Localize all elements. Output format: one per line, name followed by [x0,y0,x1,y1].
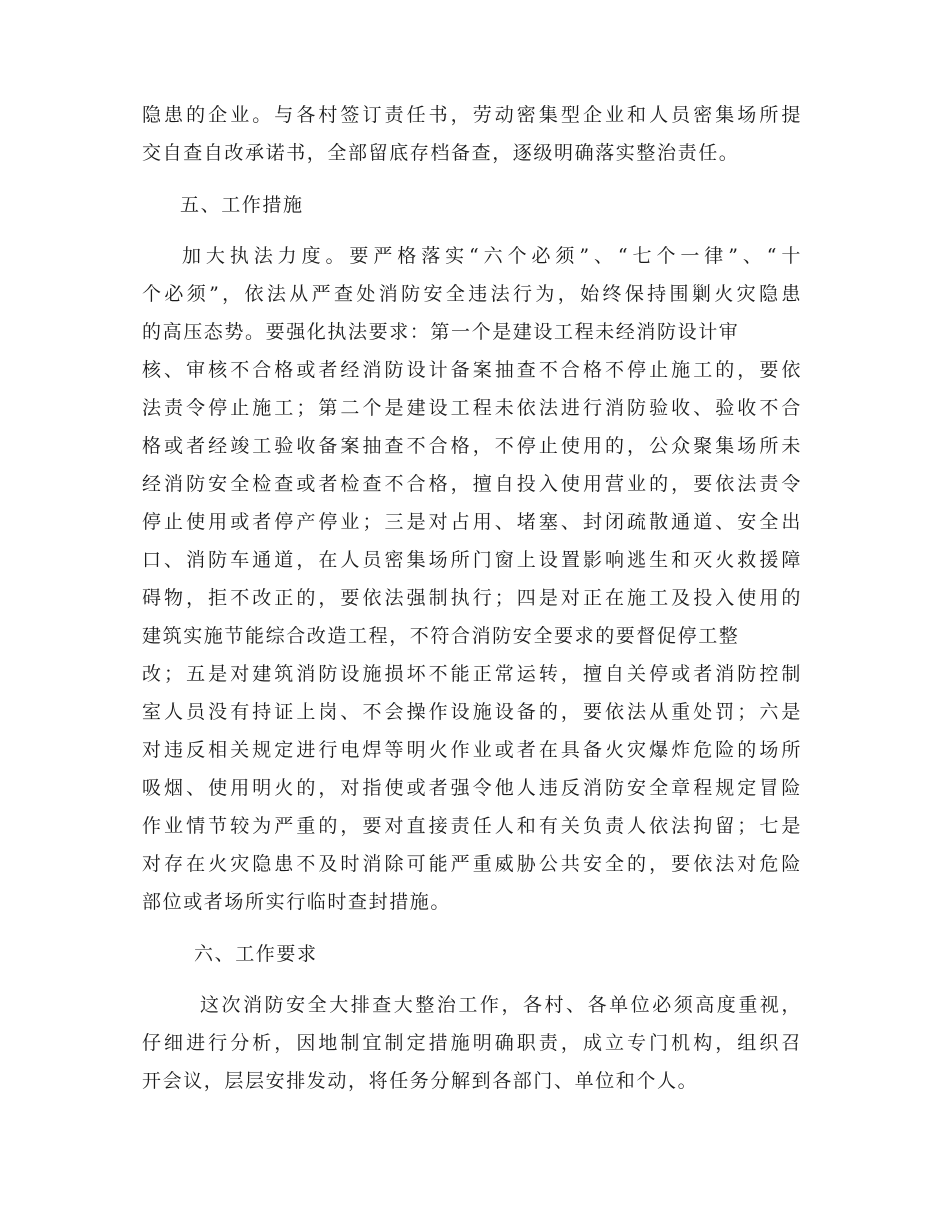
paragraph-line: 口、消防车通道，在人员密集场所门窗上设置影响逃生和灭火救援障 [142,549,802,571]
paragraph-line: 这次消防安全大排查大整治工作，各村、各单位必须高度重视， [200,994,802,1016]
paragraph-line: 作业情节较为严重的，要对直接责任人和有关负责人依法拘留；七是 [142,815,802,837]
paragraph-line: 交自查自改承诺书，全部留底存档备查，逐级明确落实整治责任。 [142,142,740,164]
paragraph-line: 个必须”，依法从严查处消防安全违法行为，始终保持围剿火灾隐患 [142,283,802,305]
paragraph-line: 建筑实施节能综合改造工程，不符合消防安全要求的要督促停工整 [142,625,740,647]
paragraph-line: 的高压态势。要强化执法要求：第一个是建设工程未经消防设计审 [142,321,740,343]
paragraph-line: 停止使用或者停产停业；三是对占用、堵塞、封闭疏散通道、安全出 [142,511,802,533]
paragraph-line: 改；五是对建筑消防设施损坏不能正常运转，擅自关停或者消防控制 [142,663,802,685]
section-heading-measures: 五、工作措施 [180,194,304,216]
paragraph-line: 经消防安全检查或者检查不合格，擅自投入使用营业的，要依法责令 [142,473,802,495]
paragraph-line: 室人员没有持证上岗、不会操作设施设备的，要依法从重处罚；六是 [142,701,802,723]
paragraph-line: 吸烟、使用明火的，对指使或者强令他人违反消防安全章程规定冒险 [142,777,802,799]
paragraph-line: 碍物，拒不改正的，要依法强制执行；四是对正在施工及投入使用的 [142,587,802,609]
paragraph-line: 仔细进行分析，因地制宜制定措施明确职责，成立专门机构，组织召 [142,1032,802,1054]
paragraph-line: 加大执法力度。要严格落实“六个必须”、“七个一律”、“十 [182,245,802,267]
paragraph-line: 部位或者场所实行临时查封措施。 [142,891,452,913]
paragraph-line: 格或者经竣工验收备案抽查不合格，不停止使用的，公众聚集场所未 [142,435,802,457]
document-page [142,96,802,1100]
section-heading-requirements: 六、工作要求 [194,943,318,965]
paragraph-line: 隐患的企业。与各村签订责任书，劳动密集型企业和人员密集场所提 [142,104,802,126]
paragraph-line: 核、审核不合格或者经消防设计备案抽查不合格不停止施工的，要依 [142,359,802,381]
paragraph-line: 对违反相关规定进行电焊等明火作业或者在具备火灾爆炸危险的场所 [142,739,802,761]
paragraph-line: 法责令停止施工；第二个是建设工程未依法进行消防验收、验收不合 [142,397,802,419]
paragraph-line: 开会议，层层安排发动，将任务分解到各部门、单位和个人。 [142,1070,699,1092]
paragraph-line: 对存在火灾隐患不及时消除可能严重威胁公共安全的，要依法对危险 [142,853,802,875]
